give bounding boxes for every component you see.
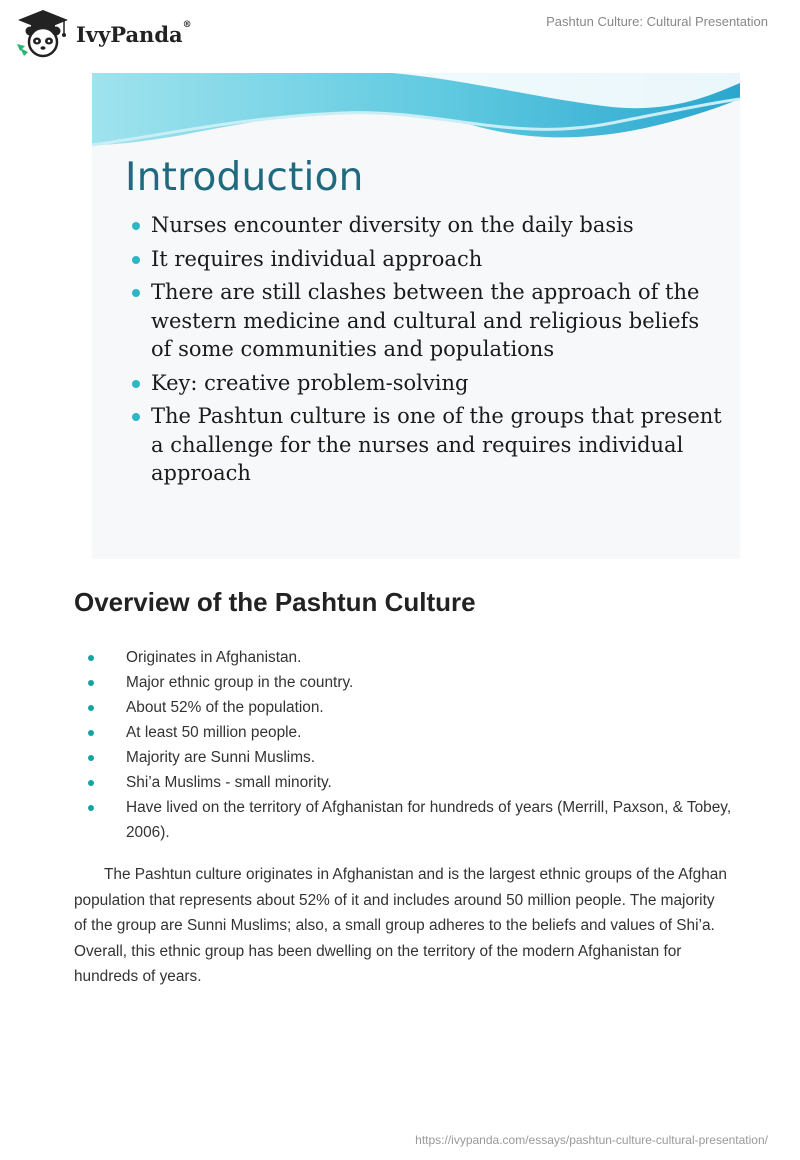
slide-wave-decoration (92, 73, 740, 163)
list-item: About 52% of the population. (74, 695, 734, 720)
bullet-dot-icon (88, 805, 94, 811)
slide-bullet-list (132, 211, 722, 493)
list-item: Major ethnic group in the country. (74, 670, 734, 695)
section-heading: Overview of the Pashtun Culture (74, 587, 476, 617)
list-item: At least 50 million people. (74, 720, 734, 745)
source-url-link[interactable]: https://ivypanda.com/essays/pashtun-culture-cultural-presentation/ (415, 1133, 768, 1147)
brand-name: IvyPanda® (76, 19, 192, 47)
bullet-dot-icon (88, 730, 94, 736)
list-item: Have lived on the territory of Afghanistan for hundreds of years (Merrill, Paxson, & Tobey, 2006). (74, 795, 734, 845)
bullet-dot-icon (88, 705, 94, 711)
bullet-dot-icon (132, 413, 140, 421)
ivypanda-logo[interactable] (14, 8, 192, 58)
slide-bullet-item: It requires individual approach (132, 245, 722, 274)
bullet-dot-icon (132, 289, 140, 297)
page-title: Pashtun Culture: Cultural Presentation (546, 14, 768, 29)
bullet-dot-icon (132, 380, 140, 388)
slide-bullet-item: There are still clashes between the approach of the western medicine and cultural and religious beliefs of some communities and populations (132, 278, 722, 364)
bullet-dot-icon (88, 655, 94, 661)
slide-title: Introduction (125, 155, 364, 200)
page-header (0, 0, 800, 60)
list-item: Originates in Afghanistan. (74, 645, 734, 670)
slide-image (92, 73, 740, 559)
body-paragraph: The Pashtun culture originates in Afghanistan and is the largest ethnic groups of the Afghan population that represents about 52% of it and includes around 50 million people. The majority of the group are Sunni Muslims; also, a small group adheres to the beliefs and values of Shi’a. Overall, this ethnic group has been dwelling on the territory of the modern Afghanistan for hundreds of years. (74, 866, 727, 985)
bullet-dot-icon (132, 256, 140, 264)
bullet-dot-icon (88, 755, 94, 761)
bullet-dot-icon (88, 680, 94, 686)
slide-bullet-item: Nurses encounter diversity on the daily basis (132, 211, 722, 240)
slide-bullet-item: The Pashtun culture is one of the groups that present a challenge for the nurses and requires individual approach (132, 402, 722, 488)
overview-bullet-list (74, 645, 734, 845)
list-item: Shi’a Muslims - small minority. (74, 770, 734, 795)
panda-graduate-icon (14, 8, 72, 58)
slide-bullet-item: Key: creative problem-solving (132, 369, 722, 398)
list-item: Majority are Sunni Muslims. (74, 745, 734, 770)
bullet-dot-icon (132, 222, 140, 230)
bullet-dot-icon (88, 780, 94, 786)
